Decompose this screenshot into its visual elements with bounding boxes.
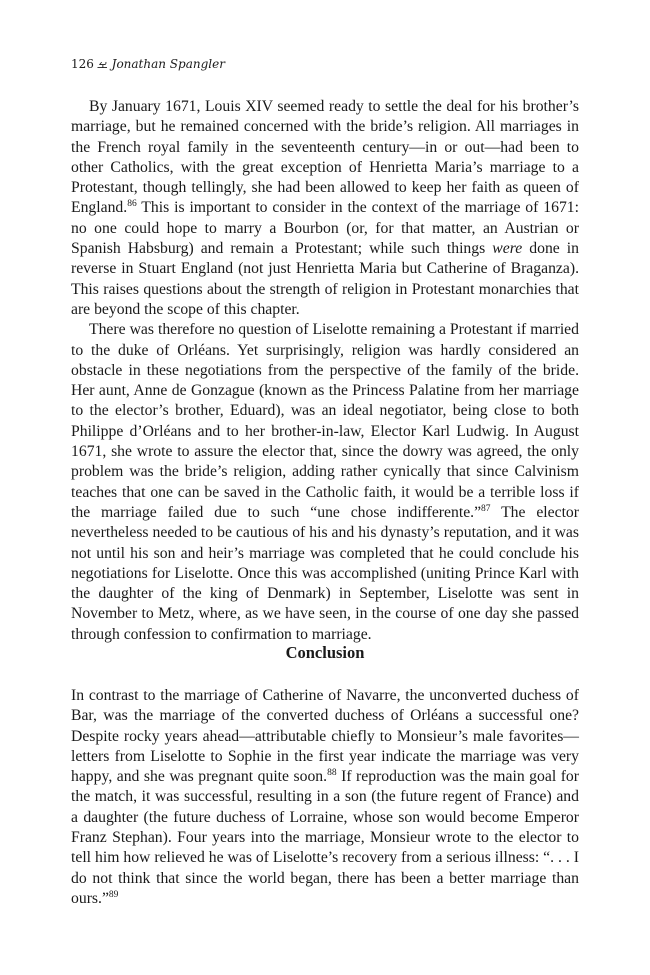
paragraph-text: done in reverse in Stuart England (not just Henrietta Maria but Catherine of Braganza). This raises questions about the strength of religion in Protestant monarchies that are beyond the scope of this chapter. bbox=[71, 240, 579, 318]
page-number: 126 bbox=[71, 57, 94, 71]
ornament-separator-icon: ࡁ bbox=[96, 57, 108, 71]
paragraph-text: If reproduction was the main goal for the match, it was successful, resulting in a son (the future regent of France) and a daughter (the future duchess of Lorraine, whose son would become Emperor Franz Stephan). Four years into the marriage, Monsieur wrote to the elector to tell him how relieved he was of Liselotte’s recovery from a serious illness: “. . . I do not think that since the world began, there has been a better marriage than ours.” bbox=[71, 768, 579, 907]
footnote-marker: 89 bbox=[108, 889, 119, 900]
running-head-author: Jonathan Spangler bbox=[111, 57, 225, 71]
running-head bbox=[71, 56, 225, 72]
paragraph bbox=[71, 97, 579, 320]
paragraph-text: There was therefore no question of Liselotte remaining a Protestant if married to the duke of Orléans. Yet surprisingly, religion was hardly considered an obstacle in these negotiations from the perspective of the family of the bride. Her aunt, Anne de Gonzague (known as the Princess Palatine from her marriage to the elector’s brother, Eduard), was an ideal negotiator, being close to both Philippe d’Orléans and to her brother-in-law, Elector Karl Ludwig. In August 1671, she wrote to assure the elector that, since the dowry was agreed, the only problem was the bride’s religion, adding rather cynically that since Calvinism teaches that one can be saved in the Catholic faith, it would be a terrible loss if the marriage failed due to such “une chose indifferente.” bbox=[71, 321, 579, 521]
paragraph bbox=[71, 320, 579, 645]
paragraph-text: This is important to consider in the context of the marriage of 1671: no one could hope to marry a Bourbon (or, for that matter, an Austrian or Spanish Habsburg) and remain a Protestant; while such things bbox=[71, 199, 579, 258]
paragraph bbox=[71, 686, 579, 909]
section-heading: Conclusion bbox=[285, 643, 365, 662]
paragraph-text: By January 1671, Louis XIV seemed ready to settle the deal for his brother’s marriage, but he remained concerned with the bride’s religion. All marriages in the French royal family in the seventeenth century—in or out—had been to other Catholics, with the great exception of Henrietta Maria’s marriage to a Protestant, though tellingly, she had been allowed to keep her faith as queen of England. bbox=[71, 98, 579, 217]
body-text-lower bbox=[71, 686, 579, 909]
body-text-upper bbox=[71, 97, 579, 645]
footnote-marker: 87 bbox=[481, 503, 491, 514]
emphasis-text: were bbox=[492, 240, 523, 258]
paragraph-text: The elector nevertheless needed to be cautious of his and his dynasty’s reputation, and it was not until his son and heir’s marriage was completed that he could conclude his negotiations for Liselotte. Once this was accomplished (uniting Prince Karl with the daughter of the king of Denmark) in September, Liselotte was sent in November to Metz, where, as we have seen, in the course of one day she passed through confession to confirmation to marriage. bbox=[71, 503, 580, 643]
footnote-marker: 88 bbox=[327, 768, 337, 779]
paragraph-text: In contrast to the marriage of Catherine of Navarre, the unconverted duchess of Bar, was the marriage of the converted duchess of Orléans a successful one? Despite rocky years ahead—attributable chiefly to Monsieur’s male favorites—letters from Liselotte to Sophie in the first year indicate the marriage was very happy, and she was pregnant quite soon. bbox=[71, 687, 579, 786]
footnote-marker: 86 bbox=[127, 199, 137, 210]
